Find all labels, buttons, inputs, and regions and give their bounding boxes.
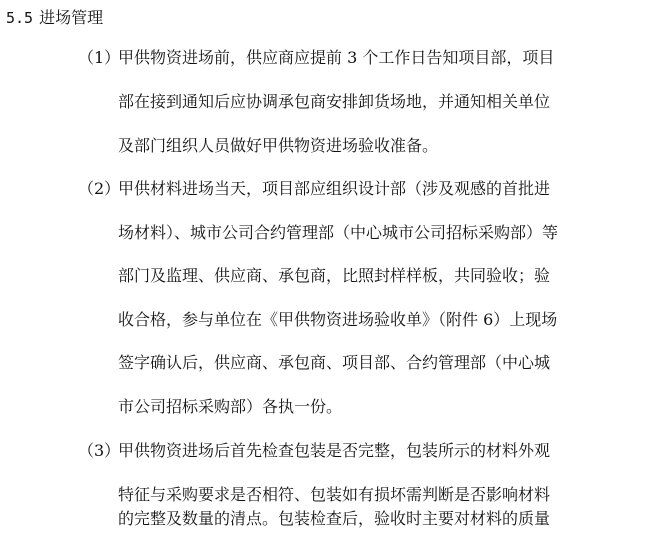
paragraph-2-line-2: 场材料）、城市公司合约管理部（中心城市公司招标采购部）等 — [118, 223, 559, 242]
paragraph-3-line-2: 特征与采购要求是否相符、包装如有损坏需判断是否影响材料 — [118, 485, 551, 504]
section-title: 进场管理 — [39, 8, 104, 27]
paragraph-3-marker: （3） — [78, 441, 121, 460]
paragraph-2-line-3: 部门及监理、供应商、承包商，比照封样样板，共同验收；验 — [118, 266, 551, 285]
paragraph-2-text-1: 甲供材料进场当天，项目部应组织设计部（涉及观感的首批进 — [118, 179, 551, 198]
paragraph-2-marker: （2） — [78, 179, 121, 198]
paragraph-2-line-1 — [78, 178, 550, 200]
paragraph-3-line-1 — [78, 440, 550, 462]
paragraph-2-line-4: 收合格，参与单位在《甲供物资进场验收单》（附件 6）上现场 — [118, 310, 558, 329]
paragraph-1-text-1: 甲供物资进场前，供应商应提前 3 个工作日告知项目部，项目 — [118, 48, 555, 67]
paragraph-2-line-5: 签字确认后，供应商、承包商、项目部、合约管理部（中心城 — [118, 353, 551, 372]
paragraph-1-line-2: 部在接到通知后应协调承包商安排卸货场地，并通知相关单位 — [118, 92, 551, 111]
paragraph-3-text-1: 甲供物资进场后首先检查包装是否完整，包装所示的材料外观 — [118, 441, 551, 460]
paragraph-1-marker: （1） — [78, 48, 121, 67]
paragraph-1-line-1 — [78, 47, 554, 69]
paragraph-3-line-3: 的完整及数量的清点。包装检查后，验收时主要对材料的质量 — [118, 509, 551, 528]
paragraph-1-line-3: 及部门组织人员做好甲供物资进场验收准备。 — [118, 136, 439, 155]
section-number: 5.5 — [6, 9, 34, 27]
section-heading — [6, 7, 103, 29]
paragraph-2-line-6: 市公司招标采购部）各执一份。 — [118, 397, 343, 416]
